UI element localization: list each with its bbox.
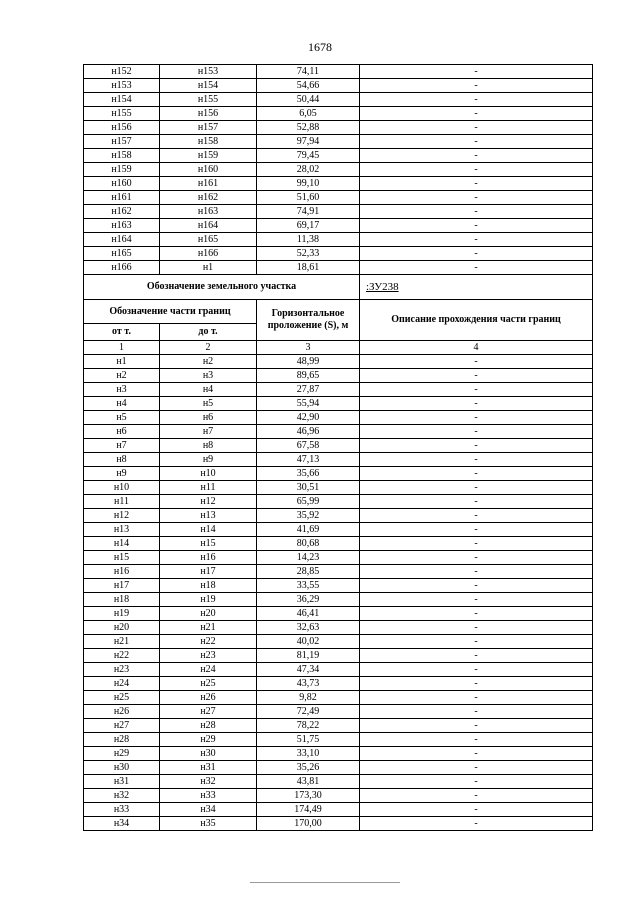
cell-description: - bbox=[360, 247, 593, 261]
cell-horizontal-distance: 174,49 bbox=[257, 803, 360, 817]
cell-from-point: н8 bbox=[84, 453, 160, 467]
cell-from-point: н155 bbox=[84, 107, 160, 121]
cell-description: - bbox=[360, 733, 593, 747]
cell-horizontal-distance: 51,60 bbox=[257, 191, 360, 205]
cell-horizontal-distance: 43,81 bbox=[257, 775, 360, 789]
cell-description: - bbox=[360, 177, 593, 191]
cell-to-point: н163 bbox=[160, 205, 257, 219]
cell-description: - bbox=[360, 649, 593, 663]
cell-horizontal-distance: 35,92 bbox=[257, 509, 360, 523]
cell-description: - bbox=[360, 383, 593, 397]
cell-to-point: н30 bbox=[160, 747, 257, 761]
cell-from-point: н13 bbox=[84, 523, 160, 537]
cell-to-point: н34 bbox=[160, 803, 257, 817]
cell-to-point: н7 bbox=[160, 425, 257, 439]
cell-from-point: н164 bbox=[84, 233, 160, 247]
cell-to-point: н1 bbox=[160, 261, 257, 275]
lower-rows bbox=[84, 355, 593, 831]
footer-rule bbox=[250, 882, 400, 883]
cell-from-point: н157 bbox=[84, 135, 160, 149]
cell-horizontal-distance: 28,85 bbox=[257, 565, 360, 579]
table-row bbox=[84, 177, 593, 191]
table-row bbox=[84, 663, 593, 677]
cell-horizontal-distance: 33,10 bbox=[257, 747, 360, 761]
cell-horizontal-distance: 170,00 bbox=[257, 817, 360, 831]
cell-to-point: н160 bbox=[160, 163, 257, 177]
table-row bbox=[84, 635, 593, 649]
cell-description: - bbox=[360, 219, 593, 233]
cell-horizontal-distance: 35,26 bbox=[257, 761, 360, 775]
cell-description: - bbox=[360, 551, 593, 565]
cell-from-point: н20 bbox=[84, 621, 160, 635]
cell-horizontal-distance: 35,66 bbox=[257, 467, 360, 481]
header-num-4: 4 bbox=[360, 341, 593, 355]
cell-horizontal-distance: 74,91 bbox=[257, 205, 360, 219]
cell-to-point: н12 bbox=[160, 495, 257, 509]
cell-from-point: н4 bbox=[84, 397, 160, 411]
cell-from-point: н30 bbox=[84, 761, 160, 775]
cell-from-point: н18 bbox=[84, 593, 160, 607]
table-row bbox=[84, 121, 593, 135]
cell-horizontal-distance: 36,29 bbox=[257, 593, 360, 607]
cell-description: - bbox=[360, 621, 593, 635]
cell-description: - bbox=[360, 565, 593, 579]
header-to: до т. bbox=[160, 324, 257, 341]
cell-horizontal-distance: 6,05 bbox=[257, 107, 360, 121]
header-from: от т. bbox=[84, 324, 160, 341]
table-row bbox=[84, 817, 593, 831]
cell-from-point: н3 bbox=[84, 383, 160, 397]
table-row bbox=[84, 191, 593, 205]
header-description: Описание прохождения части границ bbox=[360, 300, 593, 341]
cell-from-point: н163 bbox=[84, 219, 160, 233]
table-row bbox=[84, 439, 593, 453]
cell-from-point: н14 bbox=[84, 537, 160, 551]
cell-from-point: н160 bbox=[84, 177, 160, 191]
cell-horizontal-distance: 46,96 bbox=[257, 425, 360, 439]
cell-from-point: н22 bbox=[84, 649, 160, 663]
cell-to-point: н155 bbox=[160, 93, 257, 107]
cell-description: - bbox=[360, 261, 593, 275]
cell-horizontal-distance: 43,73 bbox=[257, 677, 360, 691]
cell-from-point: н153 bbox=[84, 79, 160, 93]
cell-horizontal-distance: 52,33 bbox=[257, 247, 360, 261]
cell-horizontal-distance: 89,65 bbox=[257, 369, 360, 383]
cell-to-point: н17 bbox=[160, 565, 257, 579]
cell-from-point: н7 bbox=[84, 439, 160, 453]
cell-to-point: н29 bbox=[160, 733, 257, 747]
table-row bbox=[84, 789, 593, 803]
cell-to-point: н166 bbox=[160, 247, 257, 261]
parcel-label: Обозначение земельного участка bbox=[84, 275, 360, 300]
cell-horizontal-distance: 78,22 bbox=[257, 719, 360, 733]
cell-horizontal-distance: 46,41 bbox=[257, 607, 360, 621]
table-row bbox=[84, 247, 593, 261]
cell-to-point: н21 bbox=[160, 621, 257, 635]
table-row bbox=[84, 761, 593, 775]
cell-from-point: н26 bbox=[84, 705, 160, 719]
cell-to-point: н8 bbox=[160, 439, 257, 453]
cell-to-point: н35 bbox=[160, 817, 257, 831]
cell-from-point: н154 bbox=[84, 93, 160, 107]
cell-description: - bbox=[360, 523, 593, 537]
cell-description: - bbox=[360, 719, 593, 733]
cell-horizontal-distance: 65,99 bbox=[257, 495, 360, 509]
table-row bbox=[84, 397, 593, 411]
cell-from-point: н31 bbox=[84, 775, 160, 789]
cell-from-point: н162 bbox=[84, 205, 160, 219]
cell-horizontal-distance: 52,88 bbox=[257, 121, 360, 135]
cell-description: - bbox=[360, 439, 593, 453]
cell-description: - bbox=[360, 135, 593, 149]
cell-from-point: н5 bbox=[84, 411, 160, 425]
cell-from-point: н23 bbox=[84, 663, 160, 677]
parcel-header bbox=[84, 275, 593, 355]
cell-from-point: н15 bbox=[84, 551, 160, 565]
cell-description: - bbox=[360, 79, 593, 93]
table-row bbox=[84, 677, 593, 691]
table-row bbox=[84, 733, 593, 747]
cell-horizontal-distance: 72,49 bbox=[257, 705, 360, 719]
cell-to-point: н2 bbox=[160, 355, 257, 369]
cell-horizontal-distance: 80,68 bbox=[257, 537, 360, 551]
cell-horizontal-distance: 14,23 bbox=[257, 551, 360, 565]
cell-description: - bbox=[360, 191, 593, 205]
cell-description: - bbox=[360, 369, 593, 383]
cell-horizontal-distance: 54,66 bbox=[257, 79, 360, 93]
cell-description: - bbox=[360, 481, 593, 495]
cell-from-point: н9 bbox=[84, 467, 160, 481]
cell-description: - bbox=[360, 411, 593, 425]
cell-description: - bbox=[360, 663, 593, 677]
cell-to-point: н31 bbox=[160, 761, 257, 775]
table-row bbox=[84, 79, 593, 93]
cell-from-point: н28 bbox=[84, 733, 160, 747]
cell-from-point: н152 bbox=[84, 65, 160, 79]
cell-horizontal-distance: 40,02 bbox=[257, 635, 360, 649]
table-row bbox=[84, 355, 593, 369]
table-row bbox=[84, 411, 593, 425]
parcel-value bbox=[360, 275, 593, 300]
page-number: 1678 bbox=[308, 40, 332, 54]
table-row bbox=[84, 149, 593, 163]
cell-to-point: н161 bbox=[160, 177, 257, 191]
cell-from-point: н27 bbox=[84, 719, 160, 733]
table-row bbox=[84, 107, 593, 121]
cell-description: - bbox=[360, 635, 593, 649]
cell-to-point: н15 bbox=[160, 537, 257, 551]
cell-description: - bbox=[360, 607, 593, 621]
cell-to-point: н20 bbox=[160, 607, 257, 621]
cell-description: - bbox=[360, 163, 593, 177]
table-row bbox=[84, 719, 593, 733]
cell-to-point: н16 bbox=[160, 551, 257, 565]
cell-to-point: н164 bbox=[160, 219, 257, 233]
cell-horizontal-distance: 99,10 bbox=[257, 177, 360, 191]
cell-to-point: н18 bbox=[160, 579, 257, 593]
cell-to-point: н156 bbox=[160, 107, 257, 121]
header-num-2: 2 bbox=[160, 341, 257, 355]
table-row bbox=[84, 383, 593, 397]
cell-to-point: н10 bbox=[160, 467, 257, 481]
cell-from-point: н166 bbox=[84, 261, 160, 275]
cell-description: - bbox=[360, 397, 593, 411]
table-row bbox=[84, 565, 593, 579]
table-row bbox=[84, 261, 593, 275]
cell-to-point: н19 bbox=[160, 593, 257, 607]
cell-to-point: н13 bbox=[160, 509, 257, 523]
cell-to-point: н9 bbox=[160, 453, 257, 467]
cell-horizontal-distance: 33,55 bbox=[257, 579, 360, 593]
cell-description: - bbox=[360, 467, 593, 481]
cell-description: - bbox=[360, 233, 593, 247]
cell-from-point: н6 bbox=[84, 425, 160, 439]
cell-horizontal-distance: 173,30 bbox=[257, 789, 360, 803]
table-row bbox=[84, 205, 593, 219]
table-row bbox=[84, 481, 593, 495]
cell-to-point: н5 bbox=[160, 397, 257, 411]
cell-to-point: н32 bbox=[160, 775, 257, 789]
cell-description: - bbox=[360, 425, 593, 439]
cell-to-point: н33 bbox=[160, 789, 257, 803]
cell-description: - bbox=[360, 775, 593, 789]
cell-description: - bbox=[360, 579, 593, 593]
header-num-3: 3 bbox=[257, 341, 360, 355]
cell-description: - bbox=[360, 747, 593, 761]
cell-horizontal-distance: 47,34 bbox=[257, 663, 360, 677]
cell-description: - bbox=[360, 65, 593, 79]
cell-horizontal-distance: 67,58 bbox=[257, 439, 360, 453]
table-row bbox=[84, 509, 593, 523]
cell-horizontal-distance: 9,82 bbox=[257, 691, 360, 705]
table-row bbox=[84, 747, 593, 761]
cell-from-point: н165 bbox=[84, 247, 160, 261]
cell-to-point: н14 bbox=[160, 523, 257, 537]
cell-horizontal-distance: 18,61 bbox=[257, 261, 360, 275]
cell-description: - bbox=[360, 107, 593, 121]
cell-from-point: н158 bbox=[84, 149, 160, 163]
table-row bbox=[84, 775, 593, 789]
table-row bbox=[84, 495, 593, 509]
table-row bbox=[84, 163, 593, 177]
cell-from-point: н21 bbox=[84, 635, 160, 649]
cell-horizontal-distance: 27,87 bbox=[257, 383, 360, 397]
cell-to-point: н4 bbox=[160, 383, 257, 397]
cell-horizontal-distance: 51,75 bbox=[257, 733, 360, 747]
cell-horizontal-distance: 48,99 bbox=[257, 355, 360, 369]
cell-from-point: н25 bbox=[84, 691, 160, 705]
cell-description: - bbox=[360, 93, 593, 107]
cell-description: - bbox=[360, 121, 593, 135]
cell-to-point: н6 bbox=[160, 411, 257, 425]
table-row bbox=[84, 135, 593, 149]
upper-rows bbox=[84, 65, 593, 275]
table-row bbox=[84, 233, 593, 247]
cell-from-point: н10 bbox=[84, 481, 160, 495]
table-row bbox=[84, 369, 593, 383]
cell-to-point: н158 bbox=[160, 135, 257, 149]
cell-description: - bbox=[360, 789, 593, 803]
cell-horizontal-distance: 55,94 bbox=[257, 397, 360, 411]
cell-to-point: н24 bbox=[160, 663, 257, 677]
cell-to-point: н157 bbox=[160, 121, 257, 135]
cell-description: - bbox=[360, 705, 593, 719]
cell-to-point: н28 bbox=[160, 719, 257, 733]
cell-horizontal-distance: 28,02 bbox=[257, 163, 360, 177]
header-boundary-parts: Обозначение части границ bbox=[84, 300, 257, 324]
table-row bbox=[84, 523, 593, 537]
cell-description: - bbox=[360, 495, 593, 509]
cell-from-point: н161 bbox=[84, 191, 160, 205]
cell-from-point: н17 bbox=[84, 579, 160, 593]
cell-description: - bbox=[360, 803, 593, 817]
cell-horizontal-distance: 41,69 bbox=[257, 523, 360, 537]
table-row bbox=[84, 579, 593, 593]
table-row bbox=[84, 705, 593, 719]
cell-horizontal-distance: 32,63 bbox=[257, 621, 360, 635]
cell-from-point: н24 bbox=[84, 677, 160, 691]
cell-horizontal-distance: 30,51 bbox=[257, 481, 360, 495]
header-num-1: 1 bbox=[84, 341, 160, 355]
cell-to-point: н27 bbox=[160, 705, 257, 719]
cell-horizontal-distance: 42,90 bbox=[257, 411, 360, 425]
cell-horizontal-distance: 79,45 bbox=[257, 149, 360, 163]
cell-description: - bbox=[360, 817, 593, 831]
table-row bbox=[84, 607, 593, 621]
cell-horizontal-distance: 69,17 bbox=[257, 219, 360, 233]
cell-horizontal-distance: 74,11 bbox=[257, 65, 360, 79]
cell-from-point: н32 bbox=[84, 789, 160, 803]
cell-to-point: н26 bbox=[160, 691, 257, 705]
cell-horizontal-distance: 47,13 bbox=[257, 453, 360, 467]
table-row bbox=[84, 691, 593, 705]
table-row bbox=[84, 425, 593, 439]
cell-from-point: н1 bbox=[84, 355, 160, 369]
cell-from-point: н11 bbox=[84, 495, 160, 509]
header-horizontal: Горизонтальное проложение (S), м bbox=[257, 300, 360, 341]
cell-horizontal-distance: 50,44 bbox=[257, 93, 360, 107]
table-row bbox=[84, 467, 593, 481]
boundary-table bbox=[83, 64, 593, 831]
cell-horizontal-distance: 11,38 bbox=[257, 233, 360, 247]
cell-description: - bbox=[360, 761, 593, 775]
table-row bbox=[84, 551, 593, 565]
cell-description: - bbox=[360, 691, 593, 705]
cell-from-point: н2 bbox=[84, 369, 160, 383]
cell-from-point: н12 bbox=[84, 509, 160, 523]
cell-to-point: н159 bbox=[160, 149, 257, 163]
table-row bbox=[84, 621, 593, 635]
cell-description: - bbox=[360, 537, 593, 551]
cell-to-point: н22 bbox=[160, 635, 257, 649]
table-row bbox=[84, 803, 593, 817]
cell-to-point: н23 bbox=[160, 649, 257, 663]
cell-from-point: н29 bbox=[84, 747, 160, 761]
cell-to-point: н3 bbox=[160, 369, 257, 383]
table-row bbox=[84, 453, 593, 467]
table-row bbox=[84, 219, 593, 233]
cell-to-point: н165 bbox=[160, 233, 257, 247]
table-row bbox=[84, 593, 593, 607]
cell-description: - bbox=[360, 453, 593, 467]
cell-horizontal-distance: 97,94 bbox=[257, 135, 360, 149]
cell-from-point: н16 bbox=[84, 565, 160, 579]
cell-to-point: н153 bbox=[160, 65, 257, 79]
cell-from-point: н159 bbox=[84, 163, 160, 177]
table-row bbox=[84, 93, 593, 107]
cell-from-point: н33 bbox=[84, 803, 160, 817]
cell-description: - bbox=[360, 149, 593, 163]
cell-description: - bbox=[360, 509, 593, 523]
cell-from-point: н156 bbox=[84, 121, 160, 135]
table-row bbox=[84, 65, 593, 79]
cell-from-point: н19 bbox=[84, 607, 160, 621]
cell-description: - bbox=[360, 205, 593, 219]
parcel-code: :ЗУ238 bbox=[366, 280, 399, 293]
table-row bbox=[84, 537, 593, 551]
cell-description: - bbox=[360, 355, 593, 369]
cell-to-point: н25 bbox=[160, 677, 257, 691]
cell-description: - bbox=[360, 677, 593, 691]
cell-description: - bbox=[360, 593, 593, 607]
table-row bbox=[84, 649, 593, 663]
cell-to-point: н162 bbox=[160, 191, 257, 205]
cell-from-point: н34 bbox=[84, 817, 160, 831]
cell-horizontal-distance: 81,19 bbox=[257, 649, 360, 663]
cell-to-point: н11 bbox=[160, 481, 257, 495]
cell-to-point: н154 bbox=[160, 79, 257, 93]
